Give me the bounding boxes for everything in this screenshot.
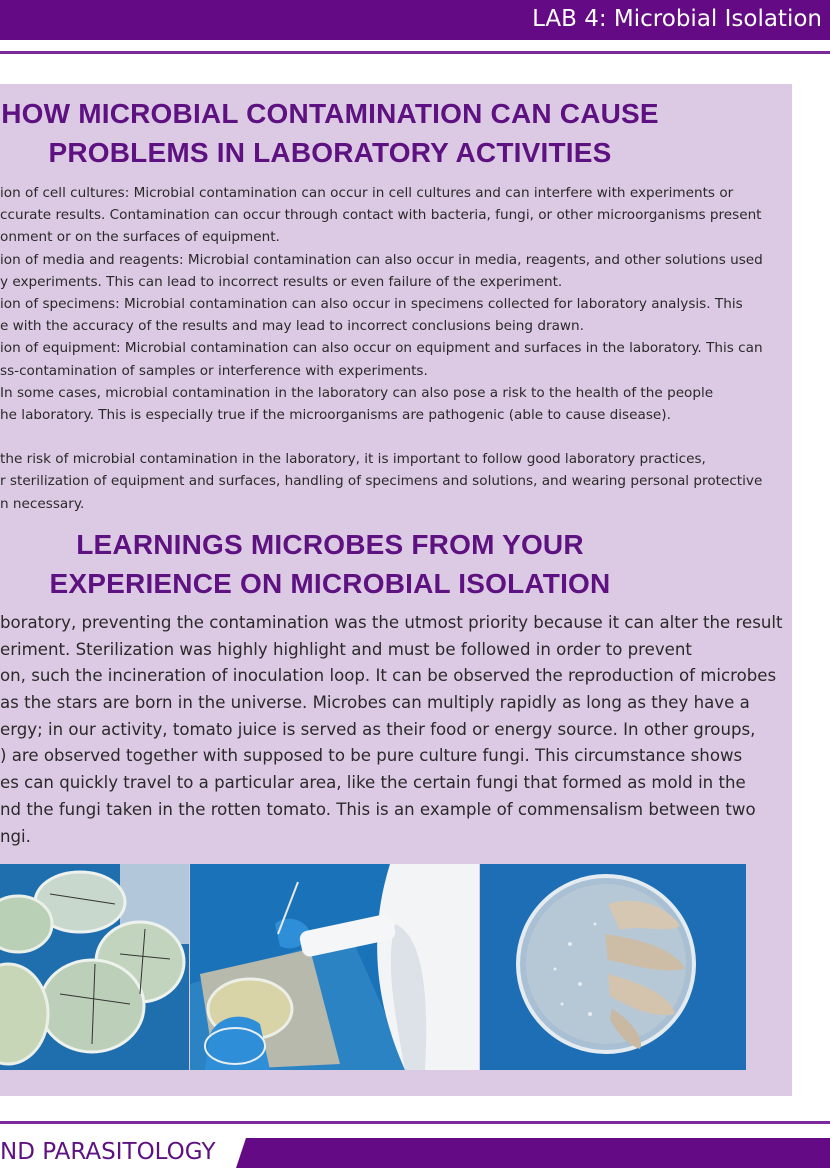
petri-dish-colonies-photo: [480, 864, 746, 1070]
text-line: boratory, preventing the contamination was the utmost priority because it can alter the result: [0, 613, 783, 632]
text-line: ngi.: [0, 826, 31, 846]
footer-bar: [236, 1138, 830, 1168]
text-line: y experiments. This can lead to incorrect results or even failure of the experiment.: [0, 273, 563, 290]
text-line: as the stars are born in the universe. Microbes can multiply rapidly as long as they have a: [0, 693, 750, 713]
text-line: ion of equipment: Microbial contamination can also occur on equipment and surfaces in the laboratory. This can: [0, 340, 763, 357]
text-line: the risk of microbial contamination in the laboratory, it is important to follow good laboratory practices,: [0, 451, 706, 468]
heading-line: PROBLEMS IN LABORATORY ACTIVITIES: [48, 137, 612, 168]
footer-course-title: ND PARASITOLOGY: [0, 1139, 216, 1165]
text-line: es can quickly travel to a particular area, like the certain fungi that formed as mold in the: [0, 773, 746, 793]
header-divider: [0, 51, 830, 54]
text-line: e with the accuracy of the results and may lead to incorrect conclusions being drawn.: [0, 318, 584, 335]
text-line: r sterilization of equipment and surfaces, handling of specimens and solutions, and wearing personal protective: [0, 473, 763, 490]
section-heading-contamination: [0, 94, 660, 172]
text-line: ion of cell cultures: Microbial contamination can occur in cell cultures and can interfere with experiments or: [0, 185, 734, 201]
text-line: ion of media and reagents: Microbial contamination can also occur in media, reagents, and other solutions used: [0, 251, 763, 268]
heading-line: HOW MICROBIAL CONTAMINATION CAN CAUSE: [1, 98, 659, 129]
text-line: nd the fungi taken in the rotten tomato. This is an example of commensalism between two: [0, 799, 756, 819]
text-line: onment or on the surfaces of equipment.: [0, 229, 280, 246]
text-line: ergy; in our activity, tomato juice is served as their food or energy source. In other groups,: [0, 719, 756, 739]
text-line: ss-contamination of samples or interference with experiments.: [0, 362, 428, 379]
header-bar: [0, 0, 830, 40]
text-line: In some cases, microbial contamination in the laboratory can also pose a risk to the health of the people: [0, 384, 714, 401]
text-line: ccurate results. Contamination can occur through contact with bacteria, fungi, or other microorganisms present: [0, 207, 762, 224]
text-line: ion of specimens: Microbial contamination can also occur in specimens collected for laboratory analysis. This: [0, 295, 743, 312]
page-header-title: LAB 4: Microbial Isolation: [532, 6, 822, 32]
learnings-paragraph: [0, 610, 783, 850]
text-line: he laboratory. This is especially true if the microorganisms are pathogenic (able to cause disease).: [0, 406, 671, 423]
content-panel: [0, 84, 792, 1096]
petri-dishes-photo: [0, 864, 189, 1070]
photo-strip: [0, 864, 746, 1070]
text-line: on, such the incineration of inoculation loop. It can be observed the reproduction of microbes: [0, 666, 777, 686]
heading-line: LEARNINGS MICROBES FROM YOUR: [76, 529, 584, 560]
text-line: ) are observed together with supposed to be pure culture fungi. This circumstance shows: [0, 746, 743, 766]
text-line: eriment. Sterilization was highly highlight and must be followed in order to prevent: [0, 639, 692, 659]
section-heading-learnings: [0, 525, 660, 603]
contamination-paragraph: [0, 182, 763, 515]
heading-line: EXPERIENCE ON MICROBIAL ISOLATION: [49, 568, 611, 599]
footer-divider: [0, 1121, 830, 1124]
text-line: n necessary.: [0, 495, 85, 512]
gloved-hand-inoculation-photo: [190, 864, 479, 1070]
text-line: [0, 426, 763, 448]
